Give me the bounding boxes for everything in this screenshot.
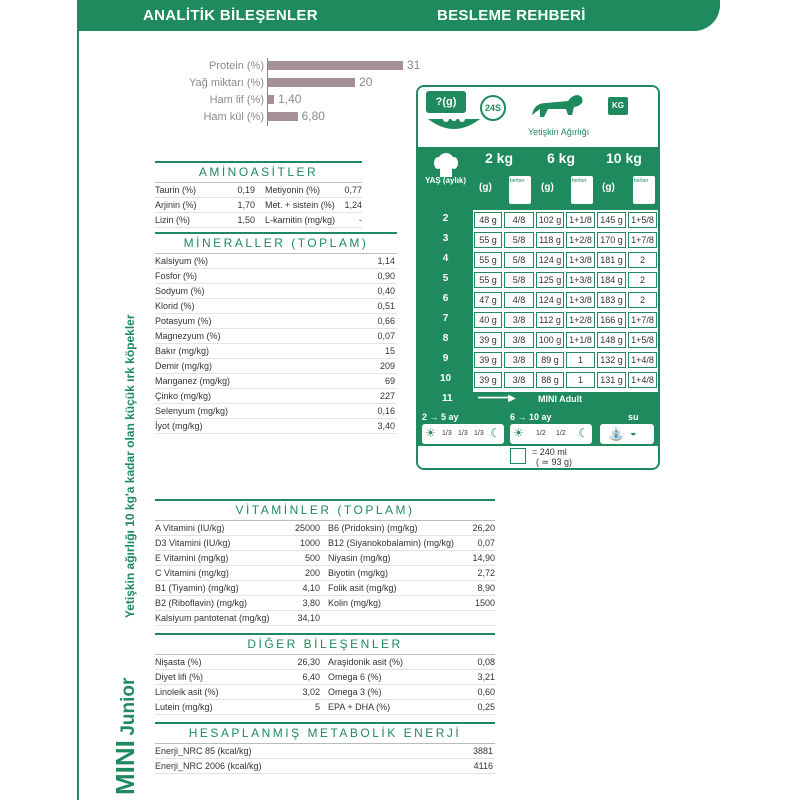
feeding-cell: 1+5/8 xyxy=(631,335,654,345)
row-value: 0,16 xyxy=(377,406,395,416)
feeding-cell: 2 xyxy=(639,295,645,305)
row-value: 227 xyxy=(379,391,395,401)
row-value-2: 0,08 xyxy=(477,657,495,667)
table-row xyxy=(155,700,495,715)
table-row xyxy=(155,521,495,536)
row-value-2: - xyxy=(359,215,362,225)
dog-icon xyxy=(528,91,588,121)
feeding-cell: 1+4/8 xyxy=(631,375,654,385)
feeding-cell: 39 g xyxy=(479,355,497,365)
feeding-cell: 1+1/8 xyxy=(569,215,592,225)
table-row xyxy=(155,254,397,269)
feeding-cell: 3/8 xyxy=(512,335,526,345)
row-label-1: Nişasta (%) xyxy=(155,657,202,667)
bar-label: Protein (%) xyxy=(208,60,264,72)
cup-equivalence xyxy=(418,446,658,468)
cup-icon xyxy=(571,176,593,204)
feeding-cell: 1+3/8 xyxy=(569,275,592,285)
row-value-1: 200 xyxy=(304,568,320,578)
weight-2kg: 2 kg xyxy=(485,150,514,166)
cup-icon xyxy=(633,176,655,204)
feeding-cell: 55 g xyxy=(479,255,497,265)
cup-ml: = 240 ml xyxy=(532,447,567,457)
row-value-1: 0,19 xyxy=(237,185,255,195)
feeding-cell: 170 g xyxy=(600,235,623,245)
row-value-2: 0,77 xyxy=(344,185,362,195)
feeding-cell: 118 g xyxy=(539,235,561,245)
row-value: 4116 xyxy=(473,761,493,771)
feeding-cell: 1+4/8 xyxy=(631,355,654,365)
frac-1b: 1/3 xyxy=(458,430,468,437)
feeding-cell: 2 xyxy=(639,255,645,265)
table-row xyxy=(155,551,495,566)
row-value: 15 xyxy=(384,346,395,356)
scale-icon: KG xyxy=(608,97,628,115)
period-2: 6 → 10 ay xyxy=(510,412,552,422)
row-label-1: A Vitamini (IU/kg) xyxy=(155,523,225,533)
sun-icon: ☀ xyxy=(513,426,524,440)
feeding-cell: 145 g xyxy=(600,215,623,225)
table-row xyxy=(155,344,397,359)
feeding-cell: 47 g xyxy=(479,295,497,305)
row-label-2: Omega 6 (%) xyxy=(328,672,382,682)
table-row xyxy=(155,566,495,581)
feeding-cell: 1+3/8 xyxy=(569,295,592,305)
row-label: Kalsiyum (%) xyxy=(155,256,209,266)
aminoacids-section xyxy=(155,161,362,228)
age-value: 6 xyxy=(442,293,449,304)
feeding-cell: 124 g xyxy=(538,295,562,305)
age-value: 4 xyxy=(442,253,449,264)
unit-grams: (g) xyxy=(479,182,492,193)
header-bar xyxy=(77,0,720,31)
feeding-guide-title: BESLEME REHBERİ xyxy=(437,7,586,24)
table-row xyxy=(155,655,495,670)
row-label-1: Linoleik asit (%) xyxy=(155,687,219,697)
row-label-1: C Vitamini (mg/kg) xyxy=(155,568,229,578)
feeding-cell: 4/8 xyxy=(512,295,526,305)
row-label-2: Niyasin (mg/kg) xyxy=(328,553,391,563)
energy-section xyxy=(155,722,495,774)
brand-name: MINI xyxy=(110,740,140,795)
feeding-cell: 102 g xyxy=(538,215,562,225)
feeding-cell: 148 g xyxy=(600,335,623,345)
table-row xyxy=(155,685,495,700)
frac-2b: 1/2 xyxy=(556,430,566,437)
feeding-cell: 2 xyxy=(639,275,645,285)
row-value-1: 3,02 xyxy=(302,687,320,697)
feeding-cell: 3/8 xyxy=(512,375,526,385)
feeding-cell: 1+7/8 xyxy=(631,315,654,325)
bar-row xyxy=(140,58,420,75)
table-row xyxy=(155,314,397,329)
unit-grams: (g) xyxy=(602,182,615,193)
bar-label: Yağ miktarı (%) xyxy=(189,77,264,89)
row-value: 0,51 xyxy=(377,301,395,311)
row-label-1: Lizin (%) xyxy=(155,215,191,225)
table-row xyxy=(155,198,362,213)
bar-value: 31 xyxy=(407,58,421,72)
age-label: YAŞ (aylık) xyxy=(424,176,467,185)
frac-2a: 1/2 xyxy=(536,430,546,437)
table-row xyxy=(155,329,397,344)
feeding-cell: 1+1/8 xyxy=(569,335,592,345)
analytics-bar-chart xyxy=(140,58,420,126)
feeding-cell: 181 g xyxy=(600,255,623,265)
feeding-cell: 131 g xyxy=(600,375,623,385)
row-value-1: 5 xyxy=(314,702,320,712)
row-value-1: 1,70 xyxy=(237,200,255,210)
row-value-2: 1,24 xyxy=(344,200,362,210)
row-label: İyot (mg/kg) xyxy=(155,421,203,431)
row-value-1: 26,30 xyxy=(297,657,320,667)
table-row xyxy=(155,359,397,374)
row-label-2: Folik asit (mg/kg) xyxy=(328,583,397,593)
row-label: Klorid (%) xyxy=(155,301,195,311)
table-row xyxy=(155,269,397,284)
row-label-1: Arjinin (%) xyxy=(155,200,197,210)
row-value-2: 0,07 xyxy=(477,538,495,548)
faucet-icon: ⛲ xyxy=(608,426,625,441)
row-label-1: Lutein (mg/kg) xyxy=(155,702,213,712)
row-value-2: 2,72 xyxy=(477,568,495,578)
table-row xyxy=(155,744,495,759)
side-label xyxy=(110,95,138,795)
row-label-2: B12 (Siyanokobalamin) (mg/kg) xyxy=(328,538,455,548)
row-label-1: Diyet lifi (%) xyxy=(155,672,204,682)
guide-top xyxy=(418,87,658,147)
table-row xyxy=(155,389,397,404)
bowl-icon: ◒ xyxy=(630,427,637,439)
table-row xyxy=(155,374,397,389)
row-value-2: 26,20 xyxy=(472,523,495,533)
row-label: Manganez (mg/kg) xyxy=(155,376,231,386)
moon-icon: ☾ xyxy=(578,426,589,440)
row-label: Çinko (mg/kg) xyxy=(155,391,212,401)
bar xyxy=(268,112,298,121)
row-value-1: 25000 xyxy=(294,523,320,533)
cup-icon xyxy=(510,448,526,464)
product-subtitle: Yetişkin ağırlığı 10 kg'a kadar olan küçük ırk köpekler xyxy=(123,314,137,619)
other-title: DİĞER BİLEŞENLER xyxy=(155,635,495,655)
row-value: 0,07 xyxy=(377,331,395,341)
cup-label: berber xyxy=(510,178,525,184)
feeding-cell: 89 g xyxy=(541,355,559,365)
row-label-2: B6 (Pridoksin) (mg/kg) xyxy=(328,523,418,533)
row-label-2: Kolin (mg/kg) xyxy=(328,598,382,608)
table-row xyxy=(155,611,495,626)
feeding-cell: 1+2/8 xyxy=(569,315,592,325)
row-label: Fosfor (%) xyxy=(155,271,198,281)
row-label-2: Metiyonin (%) xyxy=(265,185,321,195)
row-value: 209 xyxy=(379,361,395,371)
frac-1a: 1/3 xyxy=(442,430,452,437)
cup-label: berber xyxy=(634,178,649,184)
feeding-cell: 183 g xyxy=(600,295,623,305)
left-accent-line xyxy=(77,0,79,800)
row-label-2: Araşidonik asit (%) xyxy=(328,657,404,667)
feeding-cell: 3/8 xyxy=(512,315,526,325)
product-name: Junior xyxy=(118,677,139,736)
row-label-1: Taurin (%) xyxy=(155,185,197,195)
row-label-2: Met. + sistein (%) xyxy=(265,200,335,210)
feeding-guide-panel xyxy=(416,85,660,470)
age-value: 10 xyxy=(439,373,452,384)
table-row xyxy=(155,284,397,299)
age-value: 5 xyxy=(442,273,449,284)
period-2-box xyxy=(510,424,592,444)
arrow-icon: ━━━━━▶ xyxy=(478,393,516,404)
row-value: 0,66 xyxy=(377,316,395,326)
feeding-cell: 5/8 xyxy=(512,235,526,245)
adult-weight-label: Yetişkin Ağırlığı xyxy=(528,127,590,137)
row-label: Potasyum (%) xyxy=(155,316,212,326)
row-label: Enerji_NRC 85 (kcal/kg) xyxy=(155,746,252,756)
bowl-icon xyxy=(426,111,482,137)
weight-10kg: 10 kg xyxy=(606,150,642,166)
bar-row xyxy=(140,109,420,126)
row-label: Magnezyum (%) xyxy=(155,331,221,341)
row-value-1: 34,10 xyxy=(297,613,320,623)
age-value: 3 xyxy=(442,233,449,244)
row-label-1: B1 (Tiyamin) (mg/kg) xyxy=(155,583,239,593)
minerals-section xyxy=(155,232,397,434)
row-value-2: 8,90 xyxy=(477,583,495,593)
row-value: 69 xyxy=(384,376,395,386)
bar xyxy=(268,61,403,70)
row-label: Sodyum (%) xyxy=(155,286,205,296)
period-1: 2 → 5 ay xyxy=(422,412,459,422)
unit-header xyxy=(473,170,658,210)
age-value: 9 xyxy=(442,353,449,364)
row-value: 0,90 xyxy=(377,271,395,281)
feeding-cell: 1+3/8 xyxy=(569,255,592,265)
row-label-2: L-karnitin (mg/kg) xyxy=(265,215,336,225)
table-row xyxy=(155,596,495,611)
bar-value: 6,80 xyxy=(301,109,325,123)
row-label-1: B2 (Riboflavin) (mg/kg) xyxy=(155,598,248,608)
bar-row xyxy=(140,92,420,109)
feeding-cell: 39 g xyxy=(479,335,497,345)
aminoacids-title: AMİNOASİTLER xyxy=(155,163,362,183)
sun-icon: ☀ xyxy=(425,426,436,440)
age-value: 7 xyxy=(442,313,449,324)
bar-value: 1,40 xyxy=(278,92,302,106)
row-label-2: Biyotin (mg/kg) xyxy=(328,568,389,578)
table-row xyxy=(155,536,495,551)
table-row xyxy=(155,670,495,685)
table-row xyxy=(155,299,397,314)
feeding-cell: 112 g xyxy=(539,315,561,325)
table-row xyxy=(155,213,362,228)
bar xyxy=(268,78,355,87)
row-label-1: D3 Vitamini (IU/kg) xyxy=(155,538,231,548)
moon-icon: ☾ xyxy=(490,426,501,440)
cup-icon xyxy=(509,176,531,204)
age-value: 8 xyxy=(442,333,449,344)
bar-value: 20 xyxy=(359,75,373,89)
adult-product: MINI Adult xyxy=(538,394,583,404)
bar-row xyxy=(140,75,420,92)
feeding-cell: 124 g xyxy=(538,255,562,265)
row-value-2: 14,90 xyxy=(472,553,495,563)
feeding-cell: 100 g xyxy=(538,335,562,345)
feeding-cell: 1 xyxy=(577,355,583,365)
analytics-title: ANALİTİK BİLEŞENLER xyxy=(143,7,318,24)
frac-1c: 1/3 xyxy=(474,430,484,437)
row-value-1: 6,40 xyxy=(302,672,320,682)
row-value-1: 1000 xyxy=(299,538,320,548)
cup-label: berber xyxy=(572,178,587,184)
feeding-cell: 39 g xyxy=(479,375,497,385)
feeding-cell: 55 g xyxy=(479,235,497,245)
row-label-2: EPA + DHA (%) xyxy=(328,702,391,712)
energy-title: HESAPLANMIŞ METABOLİK ENERJİ xyxy=(155,724,495,744)
row-label-1: Kalsiyum pantotenat (mg/kg) xyxy=(155,613,270,623)
puppy-icon xyxy=(432,151,460,177)
water-label: su xyxy=(628,412,639,422)
row-value-2: 0,60 xyxy=(477,687,495,697)
row-value: 0,40 xyxy=(377,286,395,296)
row-label-2: Omega 3 (%) xyxy=(328,687,382,697)
row-value: 1,14 xyxy=(377,256,395,266)
minerals-title: MİNERALLER (TOPLAM) xyxy=(155,234,397,254)
final-age: 11 xyxy=(442,393,453,404)
bar xyxy=(268,95,274,104)
feeding-cell: 125 g xyxy=(538,275,562,285)
row-value-1: 4,10 xyxy=(302,583,320,593)
row-label: Enerji_NRC 2006 (kcal/kg) xyxy=(155,761,262,771)
row-value-2: 3,21 xyxy=(477,672,495,682)
feeding-cell: 55 g xyxy=(479,275,497,285)
row-value-1: 3,80 xyxy=(302,598,320,608)
cup-g: ( ≃ 93 g) xyxy=(536,457,573,467)
feeding-cell: 1+7/8 xyxy=(631,235,654,245)
clock-icon: 24S xyxy=(480,95,506,121)
feeding-cell: 88 g xyxy=(541,375,559,385)
feeding-cell: 40 g xyxy=(479,315,497,325)
age-value: 2 xyxy=(442,213,449,224)
weight-6kg: 6 kg xyxy=(547,150,576,166)
table-row xyxy=(155,183,362,198)
adult-transition xyxy=(418,392,658,409)
row-value-1: 1,50 xyxy=(237,215,255,225)
water-box xyxy=(600,424,654,444)
bar-label: Ham lif (%) xyxy=(209,94,264,106)
vitamins-section xyxy=(155,499,495,626)
row-label: Bakır (mg/kg) xyxy=(155,346,210,356)
feeding-cell: 166 g xyxy=(600,315,623,325)
row-value: 3881 xyxy=(472,746,493,756)
guide-footer xyxy=(418,392,658,468)
period-1-box xyxy=(422,424,504,444)
row-label-1: E Vitamini (mg/kg) xyxy=(155,553,229,563)
row-value-2: 1500 xyxy=(474,598,495,608)
feeding-cell: 132 g xyxy=(600,355,623,365)
feeding-cell: 1 xyxy=(577,375,583,385)
feeding-cell: 4/8 xyxy=(512,215,526,225)
feeding-cell: 5/8 xyxy=(512,255,526,265)
row-label: Demir (mg/kg) xyxy=(155,361,213,371)
table-row xyxy=(155,404,397,419)
feeding-cell: 184 g xyxy=(600,275,623,285)
unit-grams: (g) xyxy=(541,182,554,193)
weight-header xyxy=(473,147,658,170)
feeding-cell: 48 g xyxy=(479,215,497,225)
table-row xyxy=(155,581,495,596)
row-value: 3,40 xyxy=(377,421,395,431)
row-value-1: 500 xyxy=(304,553,320,563)
feeding-cell: 1+5/8 xyxy=(631,215,654,225)
question-badge: ?(g) xyxy=(426,91,466,113)
bar-label: Ham kül (%) xyxy=(203,111,264,123)
feeding-cell: 1+2/8 xyxy=(569,235,592,245)
row-value-2: 0,25 xyxy=(477,702,495,712)
feeding-cell: 5/8 xyxy=(512,275,526,285)
feeding-cell: 3/8 xyxy=(512,355,526,365)
other-section xyxy=(155,633,495,715)
table-row xyxy=(155,759,495,774)
table-row xyxy=(155,419,397,434)
row-label: Selenyum (mg/kg) xyxy=(155,406,229,416)
vitamins-title: VİTAMİNLER (TOPLAM) xyxy=(155,501,495,521)
